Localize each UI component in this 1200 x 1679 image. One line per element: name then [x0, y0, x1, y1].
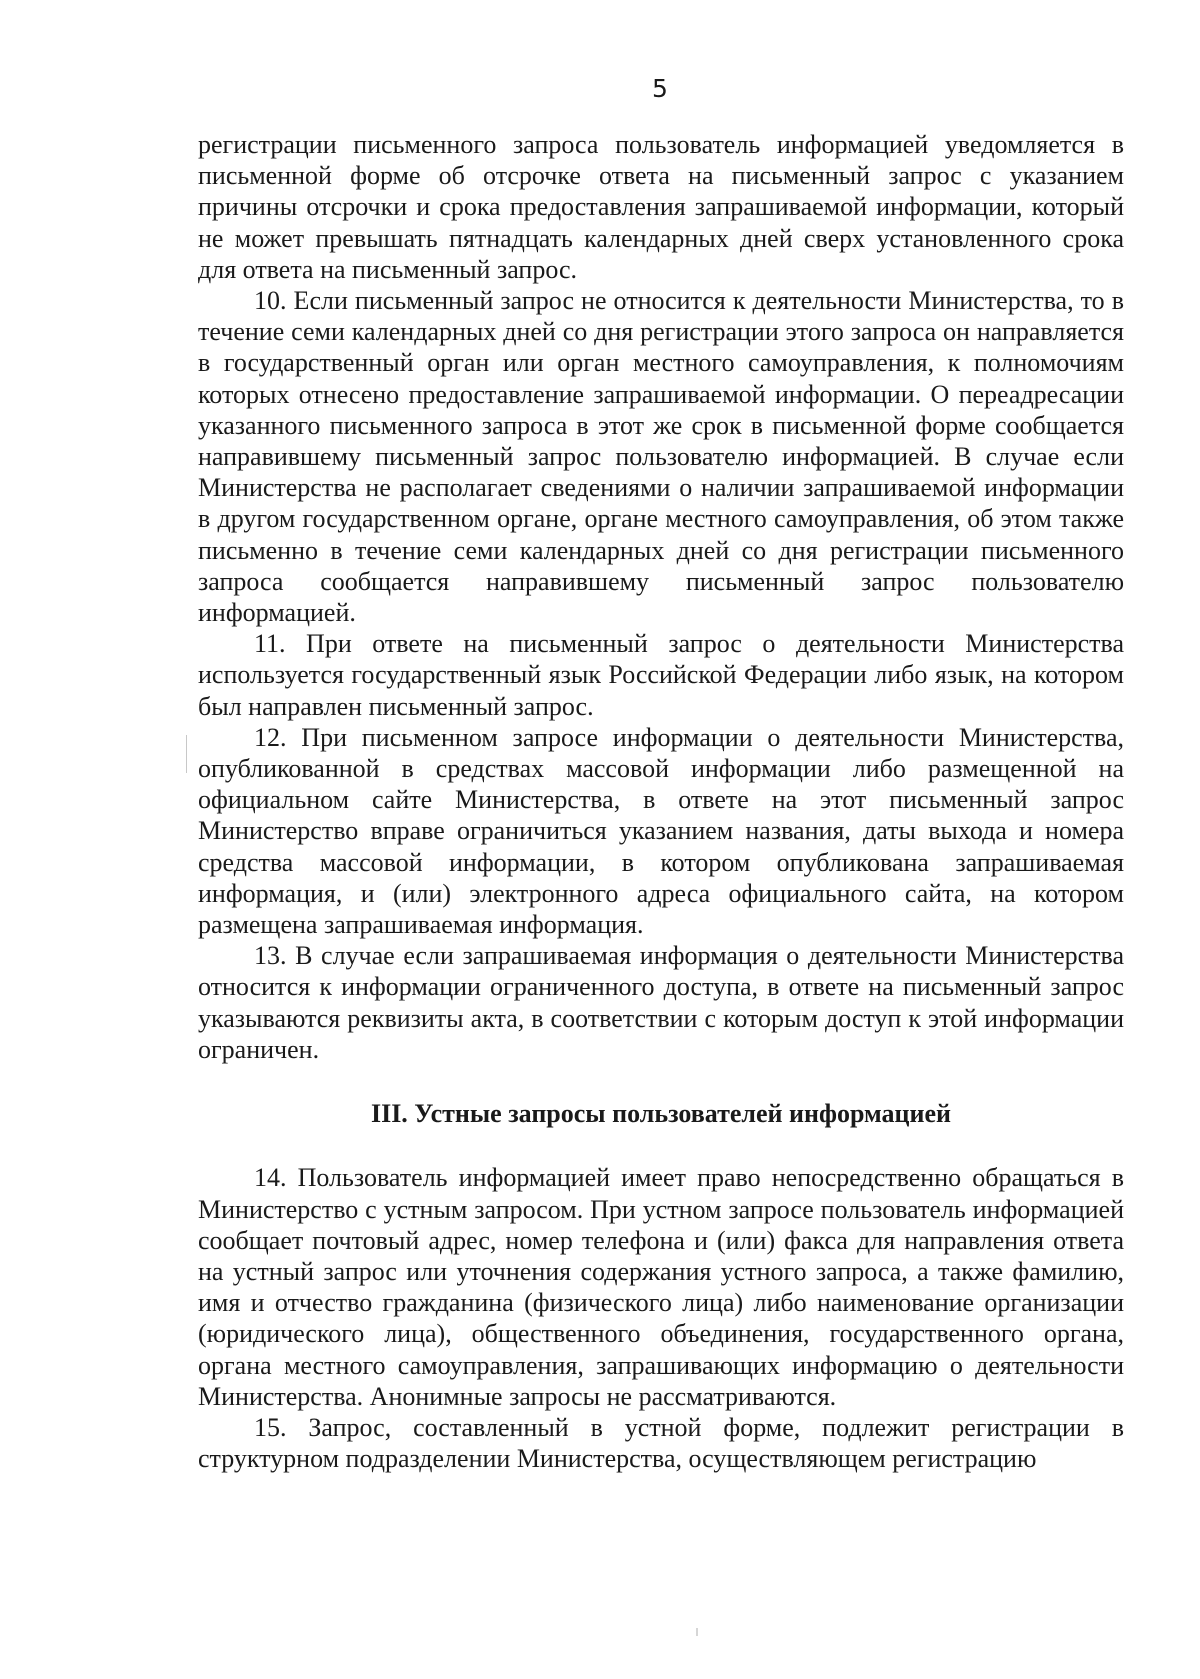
- paragraph-item-12: 12. При письменном запросе информации о деятельности Министерства, опубликованной в средствах массовой информации либо размещенной на официальном сайте Министерства, в ответе на этот письменный запрос Министерство вправе ограничиться указанием названия, даты выхода и номера средства массовой информации, в котором опубликована запрашиваемая информация, и (или) электронного адреса официального сайта, на котором размещена запрашиваемая информация.: [198, 722, 1124, 940]
- scan-artifact-dot: [696, 1628, 698, 1636]
- paragraph-item-15: 15. Запрос, составленный в устной форме, подлежит регистрации в структурном подразделении Министерства, осуществляющем регистрацию: [198, 1412, 1124, 1474]
- paragraph-item-13: 13. В случае если запрашиваемая информация о деятельности Министерства относится к информации ограниченного доступа, в ответе на письменный запрос указываются реквизиты акта, в соответствии с которым доступ к этой информации ограничен.: [198, 941, 1124, 1064]
- document-body: [198, 129, 1124, 1474]
- paragraph-item-11: 11. При ответе на письменный запрос о деятельности Министерства используется государственный язык Российской Федерации либо язык, на котором был направлен письменный запрос.: [198, 629, 1124, 721]
- paragraph-item-14: 14. Пользователь информацией имеет право непосредственно обращаться в Министерство с устным запросом. При устном запросе пользователь информацией сообщает почтовый адрес, номер телефона и (или) факса для направления ответа на устный запрос или уточнения содержания устного запроса, а также фамилию, имя и отчество гражданина (физического лица) либо наименование организации (юридического лица), общественного объединения, государственного органа, органа местного самоуправления, запрашивающих информацию о деятельности Министерства. Анонимные запросы не рассматриваются.: [198, 1163, 1124, 1411]
- section-heading: III. Устные запросы пользователей информацией: [370, 1099, 952, 1129]
- scan-artifact-line: [186, 735, 187, 773]
- paragraph-continuation: регистрации письменного запроса пользователь информацией уведомляется в письменной форме об отсрочке ответа на письменный запрос с указанием причины отсрочки и срока предоставления запрашиваемой информации, который не может превышать пятнадцать календарных дней сверх установленного срока для ответа на письменный запрос.: [198, 130, 1124, 284]
- paragraph-item-10: 10. Если письменный запрос не относится к деятельности Министерства, то в течение семи календарных дней со дня регистрации этого запроса он направляется в государственный орган или орган местного самоуправления, к полномочиям которых отнесено предоставление запрашиваемой информации. О переадресации указанного письменного запроса в этот же срок в письменной форме сообщается направившему письменный запрос пользователю информацией. В случае если Министерства не располагает сведениями о наличии запрашиваемой информации в другом государственном органе, органе местного самоуправления, об этом также письменно в течение семи календарных дней со дня регистрации письменного запроса сообщается направившему письменный запрос пользователю информацией.: [198, 286, 1124, 628]
- page-number: 5: [652, 74, 668, 103]
